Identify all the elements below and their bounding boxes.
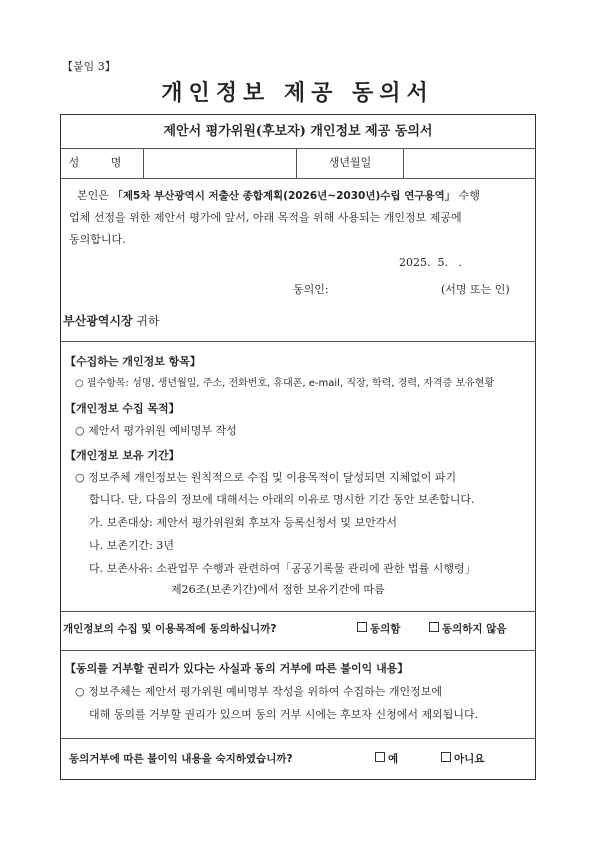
form-title: 제안서 평가위원(후보자) 개인정보 제공 동의서 xyxy=(61,115,535,149)
disagree-checkbox[interactable] xyxy=(429,622,439,632)
consent-line-1 xyxy=(69,185,531,207)
acknowledge-question xyxy=(69,748,293,770)
acknowledge-question-text: 동의거부에 따른 불이익 내용을 숙지하였습니까? xyxy=(69,753,293,765)
consent-prefix: 본인은 xyxy=(77,189,113,202)
consent-question-text: 개인정보의 수집 및 이용목적에 동의하십니까? xyxy=(63,623,277,635)
consent-date: 2025. 5. . xyxy=(399,256,462,269)
yes-option[interactable] xyxy=(375,748,398,770)
period-item-c-2: 제26조(보존기간)에서 정한 보유기간에 따름 xyxy=(171,583,385,596)
birthdate-field[interactable] xyxy=(404,148,536,178)
period-line-2: 합니다. 단, 다음의 정보에 대해서는 아래의 이유로 명시한 기간 동안 보존합니다. xyxy=(89,493,475,506)
items-heading: 【수집하는 개인정보 항목】 xyxy=(65,355,201,368)
refusal-line-1: ○ 정보주체는 제안서 평가위원 예비명부 작성을 위하여 수집하는 개인정보에 xyxy=(75,685,442,698)
agree-label: 동의함 xyxy=(370,623,401,635)
addressee-name: 부산광역시장 xyxy=(63,314,133,328)
items-text: ○ 필수항목: 성명, 생년월일, 주소, 전화번호, 휴대폰, e-mail, 직장, 학력, 경력, 자격증 보유현황 xyxy=(75,378,495,389)
annex-label: 【붙임 3】 xyxy=(62,60,116,73)
refusal-heading: 【동의를 거부할 권리가 있다는 사실과 동의 거부에 따른 불이익 내용】 xyxy=(65,662,409,675)
no-checkbox[interactable] xyxy=(441,752,451,762)
page-title: 개인정보 제공 동의서 xyxy=(161,80,434,106)
disagree-label: 동의하지 않음 xyxy=(442,623,507,635)
consent-question xyxy=(63,618,276,640)
period-item-b: 나. 보존기간: 3년 xyxy=(89,539,174,552)
consent-form xyxy=(60,114,536,780)
disagree-option[interactable] xyxy=(429,618,507,640)
refusal-line-2: 대해 동의를 거부할 권리가 있으며 동의 거부 시에는 후보자 신청에서 제외됩니다. xyxy=(89,708,479,721)
birthdate-label: 생년월일 xyxy=(328,156,372,169)
period-item-c-1: 다. 보존사유: 소관업무 수행과 관련하여「공공기록물 관리에 관한 법률 시행령」 xyxy=(89,562,476,575)
no-option[interactable] xyxy=(441,748,484,770)
project-name: 「제5차 부산광역시 저출산 종합계획(2026년~2030년)수립 연구용역」 xyxy=(112,190,456,202)
purpose-text: ○ 제안서 평가위원 예비명부 작성 xyxy=(75,424,237,437)
purpose-heading: 【개인정보 수집 목적】 xyxy=(65,402,180,415)
period-item-a: 가. 보존대상: 제안서 평가위원회 후보자 등록신청서 및 보안각서 xyxy=(89,516,397,529)
consent-line-2: 업체 선정을 위한 제안서 평가에 앞서, 아래 목적을 위해 사용되는 개인정보 제공에 xyxy=(69,211,462,224)
consent-line-1-suffix: 수행 xyxy=(455,189,481,202)
addressee xyxy=(63,310,160,332)
applicant-info-row xyxy=(61,148,535,179)
agree-option[interactable] xyxy=(357,618,400,640)
period-line-1: ○ 정보주체 개인정보는 원칙적으로 수집 및 이용목적이 달성되면 지체없이 파기 xyxy=(75,471,457,484)
addressee-suffix: 귀하 xyxy=(132,314,160,328)
name-field[interactable] xyxy=(144,148,296,178)
consent-line-3: 동의합니다. xyxy=(69,233,126,246)
signature-hint: (서명 또는 인) xyxy=(441,283,510,296)
agree-checkbox[interactable] xyxy=(357,622,367,632)
name-label: 성 명 xyxy=(68,156,136,169)
signer-label: 동의인: xyxy=(293,283,329,296)
no-label: 아니요 xyxy=(454,753,485,765)
yes-label: 예 xyxy=(388,753,399,765)
yes-checkbox[interactable] xyxy=(375,752,385,762)
period-heading: 【개인정보 보유 기간】 xyxy=(65,449,180,462)
